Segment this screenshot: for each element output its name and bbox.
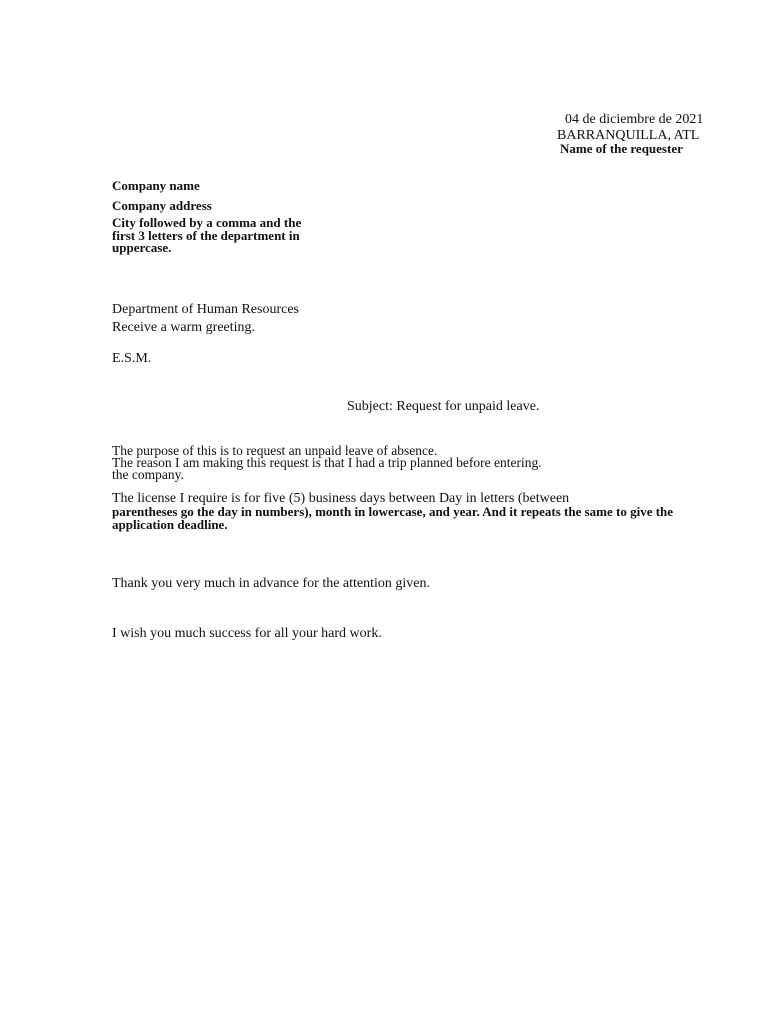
company-address: Company address xyxy=(112,198,212,213)
license-line: The license I require is for five (5) business days between Day in letters (between xyxy=(112,491,570,506)
subject-line: Subject: Request for unpaid leave. xyxy=(347,399,540,414)
license-bold-line: parentheses go the day in numbers), month in lowercase, and year. And it repeats the same to give the xyxy=(112,504,674,519)
body-line: the company. xyxy=(112,467,184,482)
city-instruction-line: uppercase. xyxy=(112,240,172,255)
company-name: Company name xyxy=(112,178,200,193)
letter-date: 04 de diciembre de 2021 xyxy=(565,112,704,127)
thanks-line: Thank you very much in advance for the attention given. xyxy=(112,576,431,591)
greeting-line: Receive a warm greeting. xyxy=(112,320,256,335)
wish-line: I wish you much success for all your hard work. xyxy=(112,626,382,641)
body-line: The purpose of this is to request an unpaid leave of absence. xyxy=(112,443,438,458)
letter-city: BARRANQUILLA, ATL xyxy=(557,128,700,143)
license-bold-line: application deadline. xyxy=(112,517,228,532)
requester-name: Name of the requester xyxy=(560,141,683,156)
city-instruction-line: first 3 letters of the department in xyxy=(112,228,300,243)
city-instruction-line: City followed by a comma and the xyxy=(112,215,302,230)
esm-line: E.S.M. xyxy=(112,351,152,366)
body-line: The reason I am making this request is that I had a trip planned before entering. xyxy=(112,455,542,470)
department-line: Department of Human Resources xyxy=(112,302,299,317)
